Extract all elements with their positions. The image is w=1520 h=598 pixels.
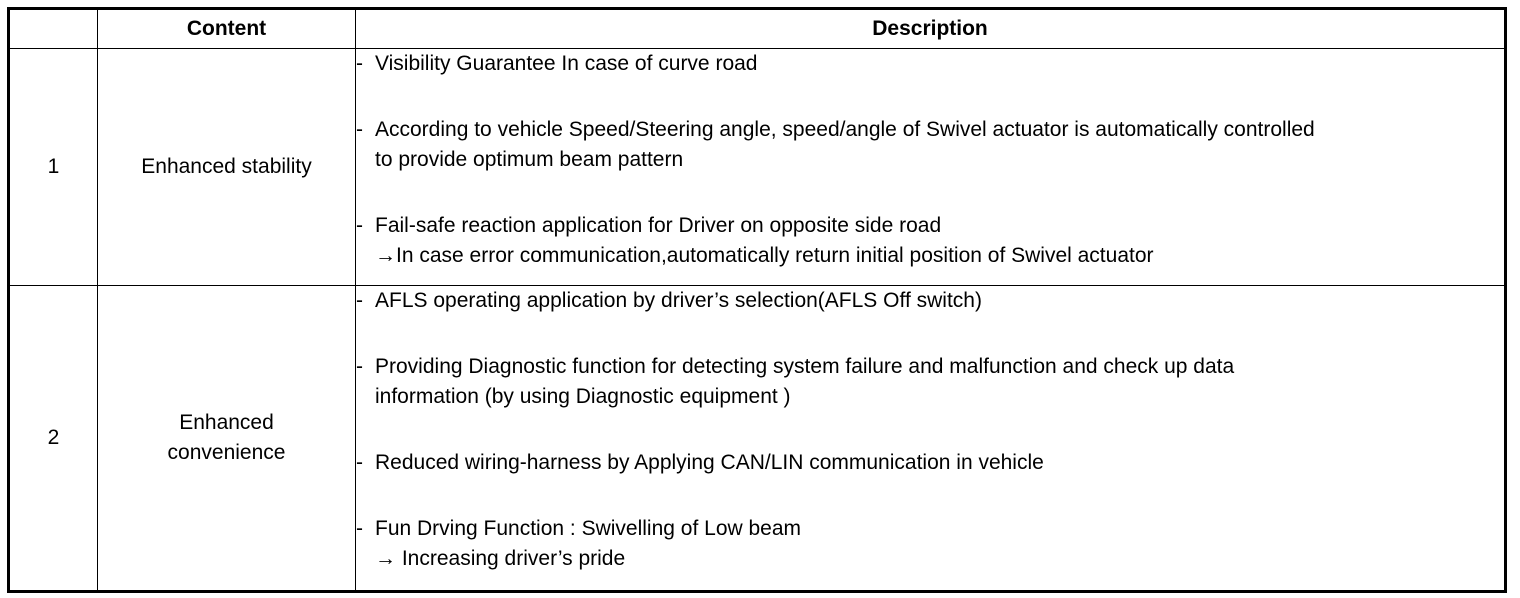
description-text: Providing Diagnostic function for detecting system failure and malfunction and check up data information (by using Diagnostic equipment ) [375,355,1235,408]
description-item [356,211,1504,271]
bullet-dash: - [356,517,363,540]
row-number: 2 [9,286,98,592]
row-content: Enhanced stability [98,49,356,286]
description-text: Reduced wiring-harness by Applying CAN/LIN communication in vehicle [375,451,1044,474]
bullet-dash: - [356,355,363,378]
description-text: Fail-safe reaction application for Driver on opposite side road →In case error communication,automatically return initial position of Swivel actuator [375,214,1154,267]
bullet-dash: - [356,289,363,312]
table-row [9,49,1506,286]
bullet-dash: - [356,118,363,141]
row-description [356,49,1506,286]
row-content: Enhanced convenience [98,286,356,592]
bullet-dash: - [356,451,363,474]
description-item [356,352,1504,412]
header-content: Content [98,9,356,49]
description-item [356,115,1504,175]
bullet-dash: - [356,214,363,237]
description-text: According to vehicle Speed/Steering angle, speed/angle of Swivel actuator is automatically controlled to provide optimum beam pattern [375,118,1315,171]
header-number [9,9,98,49]
header-description: Description [356,9,1506,49]
description-text: Fun Drving Function : Swivelling of Low beam → Increasing driver’s pride [375,517,802,570]
table-header-row [9,9,1506,49]
row-number: 1 [9,49,98,286]
description-item [356,49,1504,79]
description-text: AFLS operating application by driver’s selection(AFLS Off switch) [375,289,982,312]
feature-table [7,7,1507,593]
description-item [356,286,1504,316]
description-item [356,514,1504,574]
description-item [356,448,1504,478]
table-row [9,286,1506,592]
bullet-dash: - [356,52,363,75]
row-description [356,286,1506,592]
description-text: Visibility Guarantee In case of curve road [375,52,758,75]
